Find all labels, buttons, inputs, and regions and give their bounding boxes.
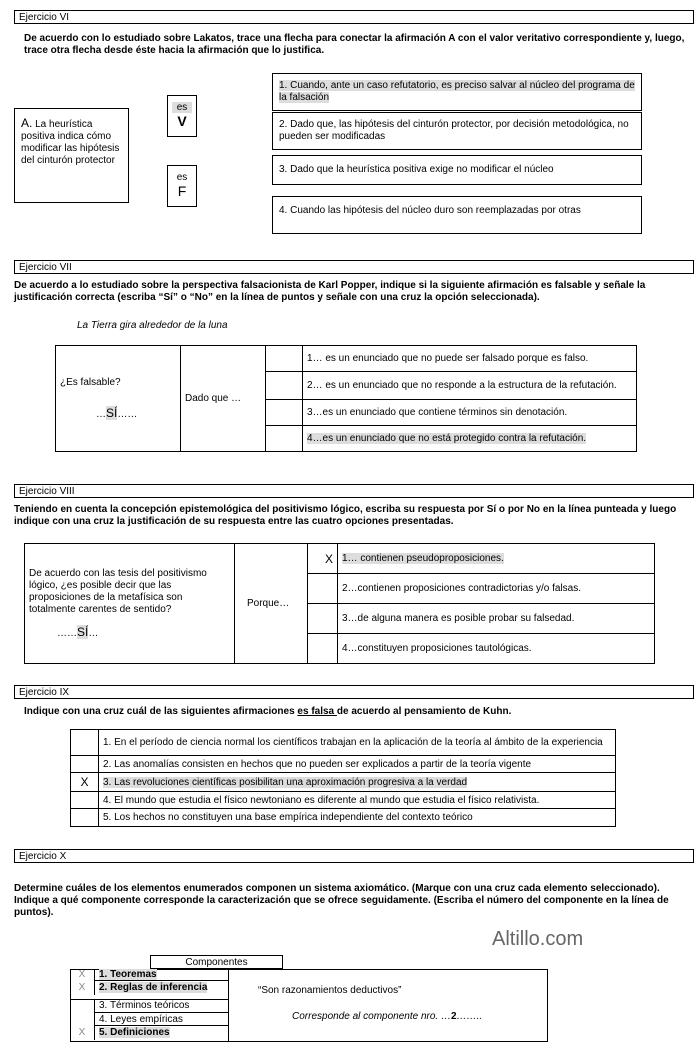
ex9-checkbox-1[interactable]	[71, 730, 99, 756]
ex7-header: Ejercicio VII	[14, 260, 694, 274]
ex7-statement: La Tierra gira alrededor de la luna	[77, 320, 228, 331]
ex8-checkbox-3[interactable]	[308, 604, 338, 634]
ex10-label-3: 3. Términos teóricos	[94, 999, 228, 1013]
ex7-option-4	[303, 426, 637, 452]
ex6-option-4-text: 4. Cuando las hipótesis del núcleo duro son reemplazadas por otras	[279, 205, 581, 216]
ex6-true-box[interactable]	[167, 95, 197, 137]
ex10-answer-number: 2	[450, 1011, 457, 1022]
ex9-option-1: 1. En el período de ciencia normal los científicos trabajan en la aplicación de la teoría al ámbito de la experiencia	[99, 730, 616, 756]
ex6-a-text: La heurística positiva indica cómo modificar las hipótesis del cinturón protector	[21, 119, 120, 166]
ex10-header: Ejercicio X	[14, 849, 694, 863]
ex6-true-value: V	[177, 113, 187, 129]
ex9-option-3	[99, 773, 616, 792]
ex10-component-row-3[interactable]	[70, 999, 228, 1013]
ex7-checkbox-3[interactable]	[266, 400, 303, 426]
ex8-option-1	[338, 544, 655, 574]
ex8-question-cell	[25, 544, 235, 664]
ex6-header: Ejercicio VI	[14, 10, 694, 24]
ex10-divider	[228, 969, 229, 1042]
ex7-option-3: 3…es un enunciado que contiene términos sin denotación.	[303, 400, 637, 426]
ex6-option-2-text: 2. Dado que, las hipótesis del cinturón protector, por decisión metodológica, no pueden ser modificadas	[279, 119, 629, 142]
ex10-check-3[interactable]	[70, 999, 94, 1013]
ex8-dots-pre: ……	[57, 627, 77, 639]
ex9-checkbox-2[interactable]	[71, 756, 99, 773]
ex7-checkbox-4[interactable]	[266, 426, 303, 452]
ex10-corr-post: ……..	[456, 1011, 483, 1022]
ex8-checkbox-1[interactable]: X	[308, 544, 338, 574]
ex8-because: Porque…	[235, 544, 308, 664]
ex8-table	[24, 543, 655, 664]
ex10-component-row-2[interactable]	[70, 981, 228, 995]
ex10-component-list	[70, 969, 228, 1040]
ex9-option-2: 2. Las anomalías consisten en hechos que no pueden ser explicados a partir de la teoría vigente	[99, 756, 616, 773]
ex8-option-1-text: 1… contienen pseudoproposiciones.	[342, 553, 504, 564]
ex10-instructions: Determine cuáles de los elementos enumerados componen un sistema axiomático. (Marque con una cruz cada elemento seleccionado). Indique a qué componente corresponde la caracterización que se ofrece seguidamente. (Escriba el número del componente en la línea de puntos).	[14, 883, 669, 918]
ex6-option-1-text: 1. Cuando, ante un caso refutatorio, es preciso salvar al núcleo del programa de la falsación	[279, 80, 635, 103]
ex10-label-4: 4. Leyes empíricas	[94, 1013, 228, 1026]
ex9-option-5: 5. Los hechos no constituyen una base empírica independiente del contexto teórico	[99, 809, 616, 827]
ex10-check-5[interactable]: X	[78, 1027, 86, 1038]
ex6-statement-a	[14, 108, 129, 203]
ex9-instr-underlined: es falsa	[297, 706, 337, 717]
ex7-checkbox-1[interactable]	[266, 346, 303, 372]
ex10-quote: “Son razonamientos deductivos”	[258, 985, 402, 996]
ex6-false-value: F	[177, 183, 187, 199]
ex8-option-4: 4…constituyen proposiciones tautológicas.	[338, 634, 655, 664]
ex8-header: Ejercicio VIII	[14, 484, 694, 498]
ex8-option-2: 2…contienen proposiciones contradictorias y/o falsas.	[338, 574, 655, 604]
ex8-answer: SÍ	[77, 624, 89, 639]
ex7-option-1: 1… es un enunciado que no puede ser falsado porque es falso.	[303, 346, 637, 372]
ex6-instructions: De acuerdo con lo estudiado sobre Lakatos, trace una flecha para conectar la afirmación A con el valor veritativo correspondiente y, luego, trace otra flecha desde éste hacia la afirmación que lo justifica.	[24, 33, 685, 56]
ex7-dots-pre: …	[96, 409, 106, 420]
ex10-corr-pre: Corresponde al componente nro. …	[292, 1011, 451, 1022]
ex6-false-box[interactable]	[167, 165, 197, 207]
ex9-instr-post: de acuerdo al pensamiento de Kuhn.	[336, 706, 512, 717]
ex9-instr-pre: Indique con una cruz cuál de las siguientes afirmaciones	[24, 706, 298, 717]
ex10-label-2-text: 2. Reglas de inferencia	[99, 982, 208, 993]
ex10-check-1[interactable]: X	[78, 969, 86, 980]
ex6-option-4[interactable]	[272, 196, 642, 234]
ex9-checkbox-5[interactable]	[71, 809, 99, 827]
ex7-answer-line[interactable]	[60, 406, 179, 420]
ex10-label-5	[94, 1026, 228, 1040]
ex9-checkbox-4[interactable]	[71, 792, 99, 809]
ex10-label-1	[94, 969, 228, 981]
ex9-option-3-text: 3. Las revoluciones científicas posibilitan una aproximación progresiva a la verdad	[103, 776, 468, 788]
ex6-true-es: es	[172, 102, 192, 113]
ex7-option-2: 2… es un enunciado que no responde a la estructura de la refutación.	[303, 372, 637, 400]
ex7-dots-post: ……	[117, 409, 138, 420]
ex9-header: Ejercicio IX	[14, 685, 694, 699]
ex6-option-3-text: 3. Dado que la heurística positiva exige no modificar el núcleo	[279, 164, 554, 175]
ex10-label-1-text: 1. Teoremas	[99, 969, 157, 980]
ex8-dots-post: …	[88, 627, 99, 639]
ex10-label-2	[94, 981, 228, 995]
ex9-option-4: 4. El mundo que estudia el físico newtoniano es diferente al mundo que estudia el físico relativista.	[99, 792, 616, 809]
ex8-instructions: Teniendo en cuenta la concepción epistemológica del positivismo lógico, escriba su respuesta por Sí o por No en la línea punteada y luego indique con una cruz la justificación de su respuesta entre las cuatro opciones presentadas.	[14, 504, 677, 527]
watermark-logo: Altillo.com	[492, 928, 584, 950]
ex7-checkbox-2[interactable]	[266, 372, 303, 400]
ex8-answer-line[interactable]	[29, 626, 230, 640]
ex10-check-4[interactable]	[70, 1013, 94, 1026]
ex8-question: De acuerdo con las tesis del positivismo lógico, ¿es posible decir que las proposiciones de la metafísica son totalmente carentes de sentido?	[29, 567, 207, 615]
ex7-question: ¿Es falsable?	[60, 377, 121, 388]
ex6-option-2[interactable]	[272, 112, 642, 150]
ex10-component-row-1[interactable]	[70, 969, 228, 981]
ex8-checkbox-2[interactable]	[308, 574, 338, 604]
ex9-checkbox-3[interactable]: X	[71, 773, 99, 792]
ex10-correspond-line[interactable]	[292, 1011, 482, 1023]
ex9-instructions	[24, 706, 694, 718]
ex10-component-row-4[interactable]	[70, 1013, 228, 1026]
ex10-label-5-text: 5. Definiciones	[99, 1027, 170, 1038]
ex6-false-es: es	[176, 172, 188, 183]
ex8-checkbox-4[interactable]	[308, 634, 338, 664]
ex7-question-cell	[56, 346, 181, 452]
ex7-because: Dado que …	[181, 346, 266, 452]
ex10-component-row-5[interactable]	[70, 1026, 228, 1040]
ex8-option-3: 3…de alguna manera es posible probar su falsedad.	[338, 604, 655, 634]
ex10-check-2[interactable]: X	[78, 982, 86, 993]
ex7-table	[55, 345, 637, 452]
ex6-a-label: A.	[21, 116, 33, 130]
ex7-instructions: De acuerdo a lo estudiado sobre la perspectiva falsacionista de Karl Popper, indique si la siguiente afirmación es falsable y señale la justificación correcta (escriba “Sí” o “No” en la línea de puntos y señale con una cruz la opción seleccionada).	[14, 280, 646, 303]
ex6-option-1[interactable]	[272, 73, 642, 111]
ex10-components-header: Componentes	[150, 955, 283, 969]
ex7-option-4-text: 4…es un enunciado que no está protegido contra la refutación.	[307, 433, 587, 444]
ex7-answer: SÍ	[106, 406, 118, 420]
ex6-option-3[interactable]	[272, 155, 642, 185]
ex9-table	[70, 729, 616, 827]
